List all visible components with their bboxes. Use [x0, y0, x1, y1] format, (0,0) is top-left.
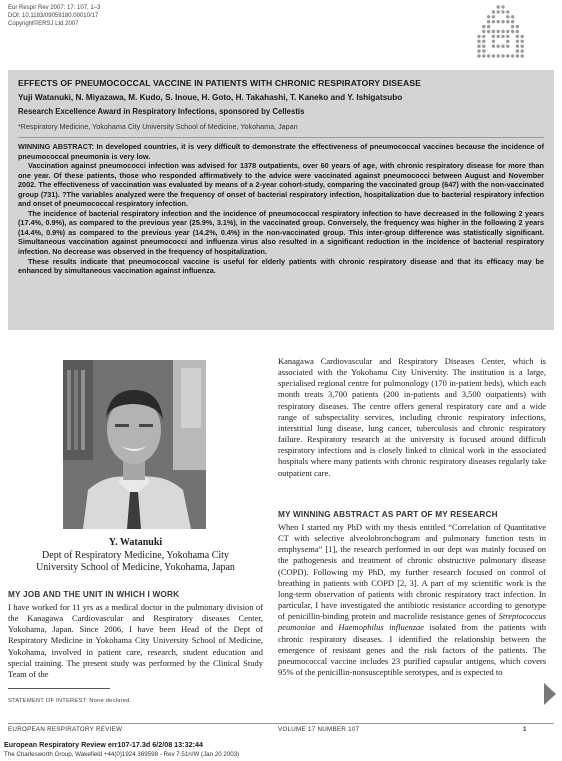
right-column-body-2: [278, 522, 546, 678]
logo-dot: [492, 30, 495, 33]
logo-dot: [492, 35, 495, 38]
logo-dot: [487, 20, 490, 23]
journal-citation: [8, 4, 100, 28]
logo-dot: [511, 30, 514, 33]
footer-rule: [8, 723, 554, 724]
logo-dot: [497, 10, 500, 13]
footer-journal: EUROPEAN RESPIRATORY REVIEW: [8, 726, 123, 733]
logo-dot: [492, 40, 495, 43]
logo-dot: [516, 54, 519, 57]
logo-dot: [482, 45, 485, 48]
logo-dot: [521, 49, 524, 52]
logo-dot: [477, 49, 480, 52]
logo-dot: [521, 54, 524, 57]
citation-line-1: Eur Respir Rev 2007; 17: 107, 1–3: [8, 5, 101, 11]
logo-dot: [506, 10, 509, 13]
logo-dot: [511, 20, 514, 23]
print-slug-line-2: The Charlesworth Group, Wakefield +44(0)1924 369598 - Rev 7.51n/W (Jan 20 2003): [4, 751, 240, 758]
logo-dot: [501, 54, 504, 57]
logo-dot: [482, 54, 485, 57]
next-page-arrow-icon[interactable]: [544, 683, 556, 705]
logo-dot: [501, 45, 504, 48]
logo-dot: [521, 45, 524, 48]
citation-line-2: DOI: 10.1183/09059180.00010/17: [8, 13, 99, 19]
logo-dot: [477, 40, 480, 43]
logo-dot: [516, 45, 519, 48]
logo-dot: [492, 45, 495, 48]
logo-dot: [492, 15, 495, 18]
author-portrait-image: [63, 360, 206, 529]
logo-dot: [497, 54, 500, 57]
logo-dot: [506, 20, 509, 23]
abstract-paragraph-2: Vaccination against pneumococci infection was advised for 1378 outpatients, over 60 years of age, with chronic respiratory disease for more than one year. Of these patients, those who responded affirmatively to the advice were vaccinated against pneumococci between August and November 2002. The effectiveness of vaccination was evaluated by means of a 2-year cohort-study, comparing the vaccinated group (647) with the non-vaccinated group (731). ?The variables analyzed were the frequency of onset of bacterial respiratory infection, hospitalization due to bacterial respiratory infection and onset of pneumococcal respiratory infection.: [18, 161, 544, 209]
author-university: University School of Medicine, Yokohama, Japan: [36, 562, 235, 573]
logo-dot: [487, 30, 490, 33]
logo-dot: [501, 20, 504, 23]
logo-dot: [477, 35, 480, 38]
logo-dot: [506, 35, 509, 38]
logo-dot: [516, 25, 519, 28]
abstract-box: [8, 70, 554, 330]
right-column-body-1: Kanagawa Cardiovascular and Respiratory Diseases Center, which is associated with the Yokohama City University. The institution is a large, specialised regional centre for pulmonology (170 in-patient beds), which each month treats 3,700 patients (200 in-patients and 3,500 outpatients) with respiratory diseases. The centre offers general respiratory care and a wide range of subspeciality services, including chronic respiratory infections, interstitial lung disease, lung cancer, tuberculosis and chronic respiratory failure. Respiratory research at the university is focused around difficult respiratory infections and is closely linked to clinical work in the associated hospitals where many patients with chronic respiratory diseases regularly take outpatient care.: [278, 356, 546, 478]
logo-dot: [516, 30, 519, 33]
logo-dot: [501, 10, 504, 13]
logo-dot: [521, 40, 524, 43]
logo-dot: [516, 35, 519, 38]
logo-dot: [492, 20, 495, 23]
abstract-paragraph-1-text: In developed countries, it is very difficult to demonstrate the effectiveness of pneumococcal vaccines because the incidence of pneumococcal pneumonia is very low.: [18, 142, 544, 161]
footer-page-number: 1: [523, 726, 527, 733]
logo-dot: [497, 20, 500, 23]
logo-dot: [506, 15, 509, 18]
logo-dot: [497, 45, 500, 48]
logo-dot: [497, 35, 500, 38]
research-text-b: isolated from the patients with chronic respiratory diseases. I identified the relationship between the emergence of resistant genes and the risk factors of the patients. The pneumococcal vaccine includes 23 purified capsular antigens, which covers 95% of the penicillin-nonsusceptible serotypes, and is expected to: [278, 622, 546, 678]
logo-dot: [516, 40, 519, 43]
affiliation: *Respiratory Medicine, Yokohama City University School of Medicine, Yokohama, Japan: [18, 122, 298, 131]
species-name-2: Haemophilus influenzae: [338, 622, 425, 633]
species-name-1: Streptococcus peumoniae: [278, 611, 546, 633]
author-name: Y. Watanuki: [108, 537, 163, 548]
abstract-paragraph-4: These results indicate that pneumococcal vaccine is useful for elderly patients with chronic respiratory disease and that its efficacy may be enhanced by simultaneous vaccination against influenza.: [18, 256, 544, 276]
section-heading-research: MY WINNING ABSTRACT AS PART OF MY RESEARCH: [278, 510, 498, 519]
logo-dot: [482, 40, 485, 43]
author-dept: Dept of Respiratory Medicine, Yokohama City: [42, 549, 229, 561]
ers-dotted-logo-icon: [476, 4, 526, 60]
logo-dot: [487, 25, 490, 28]
logo-dot: [482, 35, 485, 38]
logo-dot: [482, 49, 485, 52]
logo-dot: [506, 40, 509, 43]
logo-dot: [492, 10, 495, 13]
abstract-divider: [18, 137, 544, 138]
logo-dot: [497, 30, 500, 33]
abstract-title: EFFECTS OF PNEUMOCOCCAL VACCINE IN PATIENTS WITH CHRONIC RESPIRATORY DISEASE: [18, 78, 421, 88]
logo-dot: [477, 54, 480, 57]
logo-dot: [521, 35, 524, 38]
section-body-job: I have worked for 11 yrs as a medical doctor in the pulmonary division of the Kanagawa Cardiovascular and Respiratory diseases Center, Yokohama, Japan. Since 2006, I have been Head of the Dept of Respiratory Medicine in Yokohama City University School of Medicine, Yokohama, involved in patient care, research, student education and special training. The present study was performed by the Clinical Study Team of the: [8, 602, 263, 679]
logo-dot: [487, 54, 490, 57]
logo-dot: [506, 45, 509, 48]
print-slug-line-1: European Respiratory Review err107-17.3d 6/2/08 13:32:44: [4, 740, 203, 749]
logo-dot: [482, 30, 485, 33]
winning-abstract-label: WINNING ABSTRACT:: [18, 142, 94, 151]
logo-dot: [501, 30, 504, 33]
logo-dot: [492, 54, 495, 57]
logo-dot: [511, 54, 514, 57]
research-text-a: When I started my PhD with my thesis entitled “Correlation of Quantitative CT with selective alveolobronchogram and pulmonary function tests in emphysema” [1], the research performed in our dept was mainly focused on the pathogenesis and treatment of chronic obstructive pulmonary disease (COPD). Following my PhD, my further research focused on control of breathing in patients with COPD [2, 3]. A part of my scientific work is the long-term observation of patients with chronic respiratory tract infection. In particular, I have investigated the antibiotic resistance according to genotype of penicillin-binding protein and macrolide resistance genes of: [278, 522, 546, 622]
footnote-rule: [8, 688, 110, 689]
footer-volume: VOLUME 17 NUMBER 107: [278, 726, 360, 733]
logo-dot: [482, 25, 485, 28]
award-line: Research Excellence Award in Respiratory Infections, sponsored by Cellestis: [18, 107, 305, 116]
photo-caption: [8, 537, 263, 575]
logo-dot: [477, 45, 480, 48]
logo-dot: [497, 5, 500, 8]
research-text-and: and: [315, 622, 339, 633]
abstract-paragraph-1: [18, 142, 544, 161]
logo-dot: [506, 54, 509, 57]
logo-dot: [501, 5, 504, 8]
citation-line-3: Copyright©ERSJ Ltd 2007: [8, 21, 79, 27]
abstract-paragraph-3: The incidence of bacterial respiratory infection and the incidence of pneumococcal respiratory infection to have decreased in the following 2 years (17.4%, 0.9%), as compared to the previous year (25.9%, 3.1%), in the vaccinated group. Conversely, the frequency was higher in the following 2 years (14.4%, 0.9%) as compared to the previous year (14.2%, 0.4%) in the non-vaccinated group. This inter-group difference was statistically significant. Simultaneous vaccination against pneumococci and influenza virus also resulted in a significant reduction in the incidence of bacterial respiratory infection. No decrease was observed in the frequency of hospitalization.: [18, 208, 544, 257]
statement-of-interest: STATEMENT OF INTEREST: None declared.: [8, 698, 132, 704]
logo-dot: [501, 35, 504, 38]
author-photo: [63, 360, 206, 529]
abstract-authors: Yuji Watanuki, N. Miyazawa, M. Kudo, S. Inoue, H. Goto, H. Takahashi, T. Kaneko and Y. Ishigatsubo: [18, 93, 403, 102]
logo-dot: [511, 15, 514, 18]
logo-dot: [511, 25, 514, 28]
logo-dot: [516, 49, 519, 52]
section-heading-job: MY JOB AND THE UNIT IN WHICH I WORK: [8, 590, 180, 599]
logo-dot: [506, 30, 509, 33]
logo-dot: [487, 15, 490, 18]
